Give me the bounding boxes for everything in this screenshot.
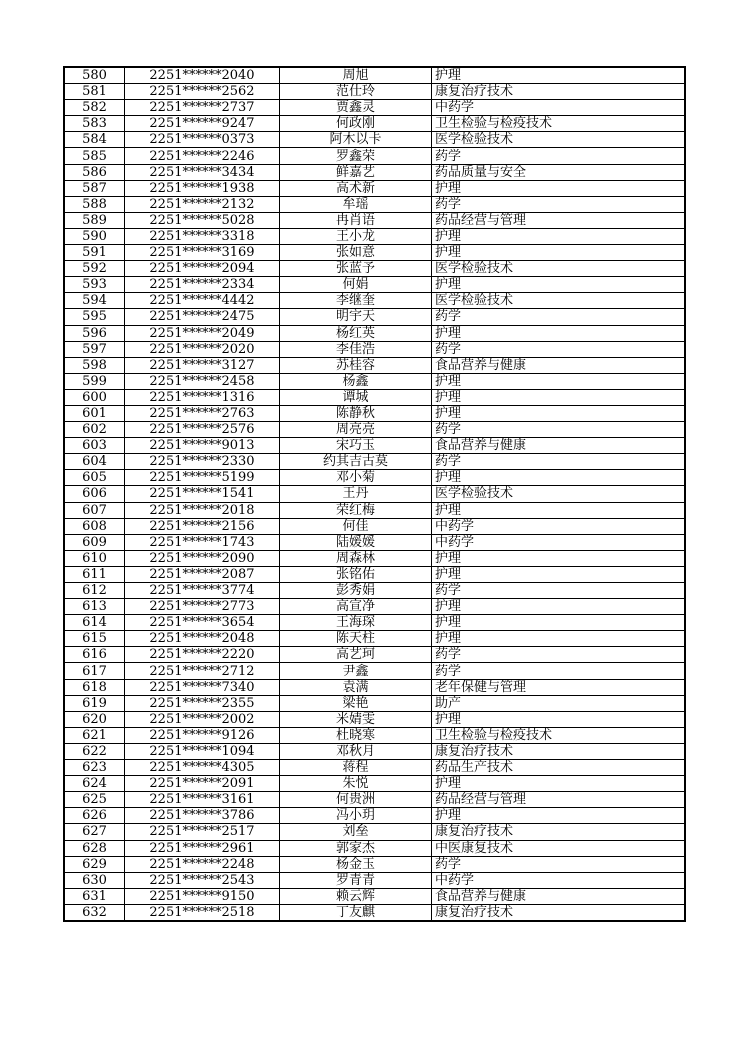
- table-row: [65, 100, 685, 116]
- row-number-cell: 631: [65, 888, 125, 904]
- table-row: [65, 486, 685, 502]
- table-row: [65, 663, 685, 679]
- major-cell: 康复治疗技术: [432, 743, 685, 759]
- student-id-cell: 2251******2002: [125, 711, 280, 727]
- table-row: [65, 293, 685, 309]
- row-number-cell: 603: [65, 438, 125, 454]
- student-id-cell: 2251******2090: [125, 550, 280, 566]
- student-name-cell: 米婧雯: [280, 711, 432, 727]
- table-row: [65, 325, 685, 341]
- student-id-cell: 2251******2458: [125, 373, 280, 389]
- student-id-cell: 2251******3161: [125, 792, 280, 808]
- major-cell: 药学: [432, 196, 685, 212]
- student-id-cell: 2251******1743: [125, 534, 280, 550]
- major-cell: 护理: [432, 373, 685, 389]
- student-id-cell: 2251******2132: [125, 196, 280, 212]
- student-name-cell: 何娟: [280, 277, 432, 293]
- student-id-cell: 2251******3774: [125, 583, 280, 599]
- major-cell: 中药学: [432, 872, 685, 888]
- major-cell: 护理: [432, 566, 685, 582]
- major-cell: 护理: [432, 245, 685, 261]
- student-id-cell: 2251******4305: [125, 760, 280, 776]
- student-name-cell: 朱悦: [280, 776, 432, 792]
- row-number-cell: 585: [65, 148, 125, 164]
- student-name-cell: 张铭佑: [280, 566, 432, 582]
- table-row: [65, 566, 685, 582]
- student-name-cell: 罗鑫荣: [280, 148, 432, 164]
- major-cell: 医学检验技术: [432, 486, 685, 502]
- student-id-cell: 2251******2961: [125, 840, 280, 856]
- major-cell: 护理: [432, 502, 685, 518]
- student-id-cell: 2251******2040: [125, 68, 280, 84]
- row-number-cell: 613: [65, 599, 125, 615]
- row-number-cell: 611: [65, 566, 125, 582]
- row-number-cell: 612: [65, 583, 125, 599]
- major-cell: 药学: [432, 309, 685, 325]
- table-row: [65, 711, 685, 727]
- row-number-cell: 605: [65, 470, 125, 486]
- table-row: [65, 180, 685, 196]
- student-name-cell: 陈静秋: [280, 405, 432, 421]
- table-row: [65, 840, 685, 856]
- table-row: [65, 132, 685, 148]
- row-number-cell: 609: [65, 534, 125, 550]
- row-number-cell: 626: [65, 808, 125, 824]
- major-cell: 中药学: [432, 518, 685, 534]
- table-row: [65, 792, 685, 808]
- student-id-cell: 2251******2576: [125, 422, 280, 438]
- table-row: [65, 631, 685, 647]
- row-number-cell: 619: [65, 695, 125, 711]
- major-cell: 护理: [432, 599, 685, 615]
- student-id-cell: 2251******1541: [125, 486, 280, 502]
- student-name-cell: 罗青青: [280, 872, 432, 888]
- table-row: [65, 84, 685, 100]
- table-row: [65, 277, 685, 293]
- major-cell: 中医康复技术: [432, 840, 685, 856]
- row-number-cell: 622: [65, 743, 125, 759]
- major-cell: 药学: [432, 583, 685, 599]
- student-id-cell: 2251******2517: [125, 824, 280, 840]
- student-name-cell: 梁艳: [280, 695, 432, 711]
- table-row: [65, 438, 685, 454]
- row-number-cell: 601: [65, 405, 125, 421]
- table-row: [65, 148, 685, 164]
- student-name-cell: 高术新: [280, 180, 432, 196]
- table-row: [65, 470, 685, 486]
- student-id-cell: 2251******2018: [125, 502, 280, 518]
- major-cell: 药学: [432, 422, 685, 438]
- table-row: [65, 261, 685, 277]
- student-list-table: [64, 67, 685, 921]
- table-row: [65, 422, 685, 438]
- student-name-cell: 荣红梅: [280, 502, 432, 518]
- major-cell: 药学: [432, 856, 685, 872]
- student-name-cell: 袁满: [280, 679, 432, 695]
- student-id-cell: 2251******2091: [125, 776, 280, 792]
- student-id-cell: 2251******2562: [125, 84, 280, 100]
- student-id-cell: 2251******2156: [125, 518, 280, 534]
- table-row: [65, 309, 685, 325]
- student-id-cell: 2251******3127: [125, 357, 280, 373]
- table-row: [65, 518, 685, 534]
- student-id-cell: 2251******2355: [125, 695, 280, 711]
- row-number-cell: 606: [65, 486, 125, 502]
- student-name-cell: 蒋程: [280, 760, 432, 776]
- major-cell: 护理: [432, 776, 685, 792]
- row-number-cell: 615: [65, 631, 125, 647]
- student-id-cell: 2251******2773: [125, 599, 280, 615]
- row-number-cell: 604: [65, 454, 125, 470]
- student-name-cell: 李继奎: [280, 293, 432, 309]
- table-row: [65, 373, 685, 389]
- row-number-cell: 584: [65, 132, 125, 148]
- student-name-cell: 周旭: [280, 68, 432, 84]
- table-row: [65, 856, 685, 872]
- row-number-cell: 593: [65, 277, 125, 293]
- student-name-cell: 彭秀娟: [280, 583, 432, 599]
- major-cell: 康复治疗技术: [432, 824, 685, 840]
- student-name-cell: 邓小菊: [280, 470, 432, 486]
- student-id-cell: 2251******2048: [125, 631, 280, 647]
- major-cell: 护理: [432, 550, 685, 566]
- student-name-cell: 郭家杰: [280, 840, 432, 856]
- major-cell: 康复治疗技术: [432, 84, 685, 100]
- row-number-cell: 583: [65, 116, 125, 132]
- table-row: [65, 888, 685, 904]
- student-name-cell: 冉肖语: [280, 212, 432, 228]
- major-cell: 药学: [432, 454, 685, 470]
- student-name-cell: 谭城: [280, 389, 432, 405]
- student-id-cell: 2251******3434: [125, 164, 280, 180]
- row-number-cell: 623: [65, 760, 125, 776]
- table-row: [65, 695, 685, 711]
- student-id-cell: 2251******2518: [125, 904, 280, 920]
- student-id-cell: 2251******2220: [125, 647, 280, 663]
- student-name-cell: 杜晓寒: [280, 727, 432, 743]
- major-cell: 药学: [432, 148, 685, 164]
- major-cell: 护理: [432, 180, 685, 196]
- table-row: [65, 872, 685, 888]
- table-row: [65, 727, 685, 743]
- table-row: [65, 776, 685, 792]
- student-id-cell: 2251******5028: [125, 212, 280, 228]
- student-id-cell: 2251******2712: [125, 663, 280, 679]
- row-number-cell: 588: [65, 196, 125, 212]
- major-cell: 中药学: [432, 100, 685, 116]
- student-name-cell: 苏桂容: [280, 357, 432, 373]
- major-cell: 护理: [432, 711, 685, 727]
- table-row: [65, 196, 685, 212]
- row-number-cell: 616: [65, 647, 125, 663]
- major-cell: 护理: [432, 631, 685, 647]
- student-id-cell: 2251******2020: [125, 341, 280, 357]
- student-name-cell: 王海琛: [280, 615, 432, 631]
- table-row: [65, 357, 685, 373]
- student-id-cell: 2251******4442: [125, 293, 280, 309]
- student-name-cell: 周亮亮: [280, 422, 432, 438]
- student-id-cell: 2251******3786: [125, 808, 280, 824]
- row-number-cell: 591: [65, 245, 125, 261]
- student-id-cell: 2251******1316: [125, 389, 280, 405]
- row-number-cell: 602: [65, 422, 125, 438]
- table-row: [65, 599, 685, 615]
- major-cell: 护理: [432, 68, 685, 84]
- major-cell: 护理: [432, 325, 685, 341]
- student-name-cell: 冯小玥: [280, 808, 432, 824]
- table-row: [65, 68, 685, 84]
- student-id-cell: 2251******9126: [125, 727, 280, 743]
- table-body: [65, 68, 685, 921]
- major-cell: 康复治疗技术: [432, 904, 685, 920]
- major-cell: 药品经营与管理: [432, 792, 685, 808]
- student-name-cell: 杨红英: [280, 325, 432, 341]
- major-cell: 护理: [432, 405, 685, 421]
- student-id-cell: 2251******2087: [125, 566, 280, 582]
- major-cell: 药学: [432, 663, 685, 679]
- major-cell: 食品营养与健康: [432, 357, 685, 373]
- student-id-cell: 2251******5199: [125, 470, 280, 486]
- student-id-cell: 2251******2330: [125, 454, 280, 470]
- major-cell: 助产: [432, 695, 685, 711]
- row-number-cell: 608: [65, 518, 125, 534]
- major-cell: 中药学: [432, 534, 685, 550]
- student-name-cell: 陆媛媛: [280, 534, 432, 550]
- major-cell: 医学检验技术: [432, 132, 685, 148]
- student-id-cell: 2251******2094: [125, 261, 280, 277]
- student-name-cell: 阿木以卡: [280, 132, 432, 148]
- student-id-cell: 2251******2475: [125, 309, 280, 325]
- row-number-cell: 630: [65, 872, 125, 888]
- table-row: [65, 550, 685, 566]
- major-cell: 护理: [432, 228, 685, 244]
- row-number-cell: 582: [65, 100, 125, 116]
- row-number-cell: 620: [65, 711, 125, 727]
- student-name-cell: 牟瑶: [280, 196, 432, 212]
- student-id-cell: 2251******2248: [125, 856, 280, 872]
- table-row: [65, 583, 685, 599]
- student-name-cell: 宋巧玉: [280, 438, 432, 454]
- row-number-cell: 587: [65, 180, 125, 196]
- major-cell: 护理: [432, 615, 685, 631]
- student-name-cell: 何贵洲: [280, 792, 432, 808]
- student-id-cell: 2251******7340: [125, 679, 280, 695]
- table-row: [65, 228, 685, 244]
- table-row: [65, 824, 685, 840]
- row-number-cell: 580: [65, 68, 125, 84]
- row-number-cell: 594: [65, 293, 125, 309]
- student-name-cell: 明宇天: [280, 309, 432, 325]
- student-name-cell: 赖云辉: [280, 888, 432, 904]
- major-cell: 药学: [432, 647, 685, 663]
- major-cell: 药品经营与管理: [432, 212, 685, 228]
- row-number-cell: 627: [65, 824, 125, 840]
- major-cell: 食品营养与健康: [432, 888, 685, 904]
- table-row: [65, 405, 685, 421]
- row-number-cell: 600: [65, 389, 125, 405]
- student-id-cell: 2251******3654: [125, 615, 280, 631]
- row-number-cell: 589: [65, 212, 125, 228]
- student-id-cell: 2251******2543: [125, 872, 280, 888]
- row-number-cell: 621: [65, 727, 125, 743]
- student-name-cell: 贾鑫灵: [280, 100, 432, 116]
- student-id-cell: 2251******9247: [125, 116, 280, 132]
- table-row: [65, 116, 685, 132]
- row-number-cell: 595: [65, 309, 125, 325]
- row-number-cell: 607: [65, 502, 125, 518]
- major-cell: 医学检验技术: [432, 261, 685, 277]
- row-number-cell: 628: [65, 840, 125, 856]
- row-number-cell: 597: [65, 341, 125, 357]
- row-number-cell: 596: [65, 325, 125, 341]
- row-number-cell: 599: [65, 373, 125, 389]
- student-name-cell: 约其吉古莫: [280, 454, 432, 470]
- student-name-cell: 尹鑫: [280, 663, 432, 679]
- row-number-cell: 610: [65, 550, 125, 566]
- major-cell: 护理: [432, 808, 685, 824]
- student-name-cell: 杨鑫: [280, 373, 432, 389]
- table-row: [65, 615, 685, 631]
- major-cell: 医学检验技术: [432, 293, 685, 309]
- student-id-cell: 2251******0373: [125, 132, 280, 148]
- student-name-cell: 张蓝予: [280, 261, 432, 277]
- row-number-cell: 618: [65, 679, 125, 695]
- student-name-cell: 邓秋月: [280, 743, 432, 759]
- student-id-cell: 2251******3169: [125, 245, 280, 261]
- major-cell: 药品生产技术: [432, 760, 685, 776]
- row-number-cell: 632: [65, 904, 125, 920]
- row-number-cell: 592: [65, 261, 125, 277]
- student-name-cell: 王丹: [280, 486, 432, 502]
- student-name-cell: 陈天柱: [280, 631, 432, 647]
- student-id-cell: 2251******1094: [125, 743, 280, 759]
- student-name-cell: 高艺珂: [280, 647, 432, 663]
- table-row: [65, 454, 685, 470]
- student-id-cell: 2251******2737: [125, 100, 280, 116]
- student-id-cell: 2251******3318: [125, 228, 280, 244]
- student-id-cell: 2251******1938: [125, 180, 280, 196]
- table-row: [65, 760, 685, 776]
- student-name-cell: 杨金玉: [280, 856, 432, 872]
- student-id-cell: 2251******9013: [125, 438, 280, 454]
- student-name-cell: 范仕玲: [280, 84, 432, 100]
- student-id-cell: 2251******2049: [125, 325, 280, 341]
- row-number-cell: 617: [65, 663, 125, 679]
- row-number-cell: 586: [65, 164, 125, 180]
- table-row: [65, 743, 685, 759]
- table-row: [65, 808, 685, 824]
- table-row: [65, 341, 685, 357]
- major-cell: 卫生检验与检疫技术: [432, 116, 685, 132]
- major-cell: 卫生检验与检疫技术: [432, 727, 685, 743]
- table-row: [65, 245, 685, 261]
- row-number-cell: 598: [65, 357, 125, 373]
- student-name-cell: 李佳浩: [280, 341, 432, 357]
- table-row: [65, 212, 685, 228]
- row-number-cell: 581: [65, 84, 125, 100]
- student-name-cell: 何政刚: [280, 116, 432, 132]
- table-row: [65, 534, 685, 550]
- table-row: [65, 164, 685, 180]
- student-name-cell: 张如意: [280, 245, 432, 261]
- table-row: [65, 647, 685, 663]
- student-id-cell: 2251******2763: [125, 405, 280, 421]
- student-name-cell: 丁友麒: [280, 904, 432, 920]
- row-number-cell: 625: [65, 792, 125, 808]
- student-id-cell: 2251******2334: [125, 277, 280, 293]
- table-row: [65, 389, 685, 405]
- table-row: [65, 679, 685, 695]
- student-name-cell: 周森林: [280, 550, 432, 566]
- major-cell: 药品质量与安全: [432, 164, 685, 180]
- student-id-cell: 2251******2246: [125, 148, 280, 164]
- major-cell: 护理: [432, 277, 685, 293]
- student-name-cell: 王小龙: [280, 228, 432, 244]
- student-id-cell: 2251******9150: [125, 888, 280, 904]
- row-number-cell: 614: [65, 615, 125, 631]
- major-cell: 药学: [432, 341, 685, 357]
- table-row: [65, 502, 685, 518]
- student-name-cell: 何佳: [280, 518, 432, 534]
- major-cell: 护理: [432, 389, 685, 405]
- major-cell: 护理: [432, 470, 685, 486]
- student-name-cell: 鲜嘉艺: [280, 164, 432, 180]
- table-row: [65, 904, 685, 920]
- row-number-cell: 629: [65, 856, 125, 872]
- major-cell: 老年保健与管理: [432, 679, 685, 695]
- major-cell: 食品营养与健康: [432, 438, 685, 454]
- row-number-cell: 590: [65, 228, 125, 244]
- row-number-cell: 624: [65, 776, 125, 792]
- student-name-cell: 高宣净: [280, 599, 432, 615]
- student-name-cell: 刘垒: [280, 824, 432, 840]
